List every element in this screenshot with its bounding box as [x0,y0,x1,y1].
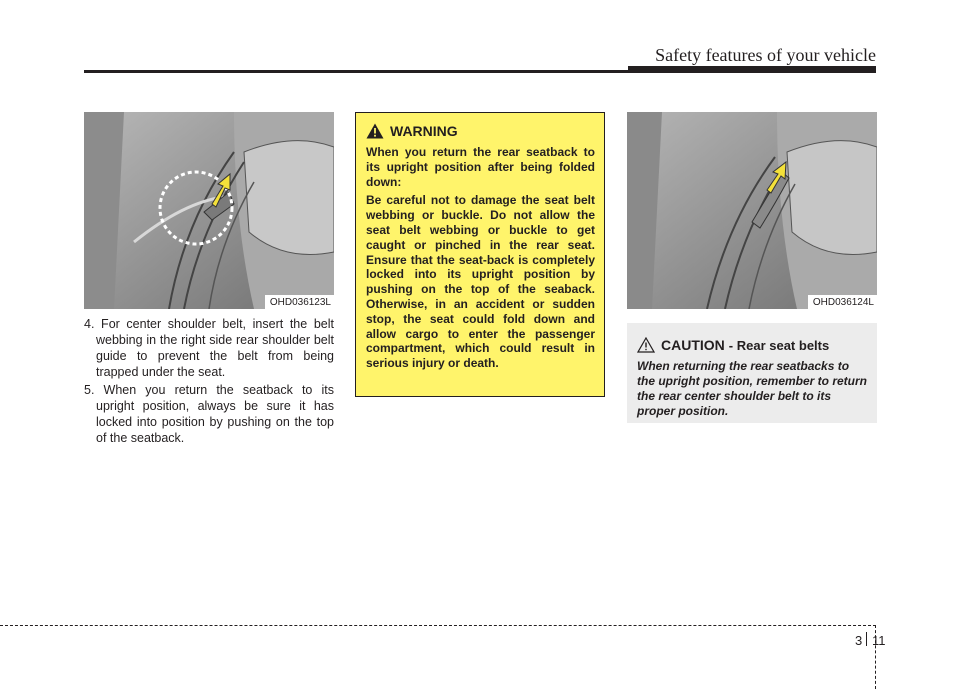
warning-header [366,123,595,139]
chapter-number: 3 [855,633,863,648]
warning-title: WARNING [390,123,458,139]
figure-left-illustration [84,112,334,309]
page-number: 11 [872,633,886,648]
page-number-separator [866,632,867,646]
figure-left [84,112,334,309]
figure-right [627,112,877,309]
warning-triangle-icon [366,123,384,139]
caution-subtitle: - Rear seat belts [728,338,830,353]
footer-rule [0,625,876,626]
caution-header [637,337,869,353]
caution-triangle-icon [637,337,655,353]
caution-box [627,323,877,423]
warning-paragraph-2: Be careful not to damage the seat belt webbing or buckle. Do not allow the seat belt webbing or buckle to get caught or pinched in the rear seat. Ensure that the seat-back is completely locked into its upright position by pushing on the top of the seaback. Otherwise, in an accident or sudden stop, the seat could fold down and allow cargo to enter the passenger compartment, which could result in serious injury or death. [366,193,595,371]
step-5: 5. When you return the seatback to its upright position, always be sure it has locked into position by pushing on the top of the seatback. [84,383,334,445]
caution-title: CAUTION [661,337,725,353]
figure-left-code: OHD036123L [265,295,334,309]
warning-paragraph-1: When you return the rear seatback to its upright position after being folded down: [366,145,595,189]
header-title: Safety features of your vehicle [655,45,876,65]
figure-right-illustration [627,112,877,309]
step-4: 4. For center shoulder belt, insert the belt webbing in the right side rear shoulder belt guide to prevent the belt from being trapped under the seat. [84,317,334,379]
warning-box [355,112,605,397]
header-rule-accent [628,66,876,71]
figure-right-code: OHD036124L [808,295,877,309]
instruction-steps [84,316,334,448]
caution-text: When returning the rear seatbacks to the upright position, remember to return the rear center shoulder belt to its proper position. [637,359,868,418]
